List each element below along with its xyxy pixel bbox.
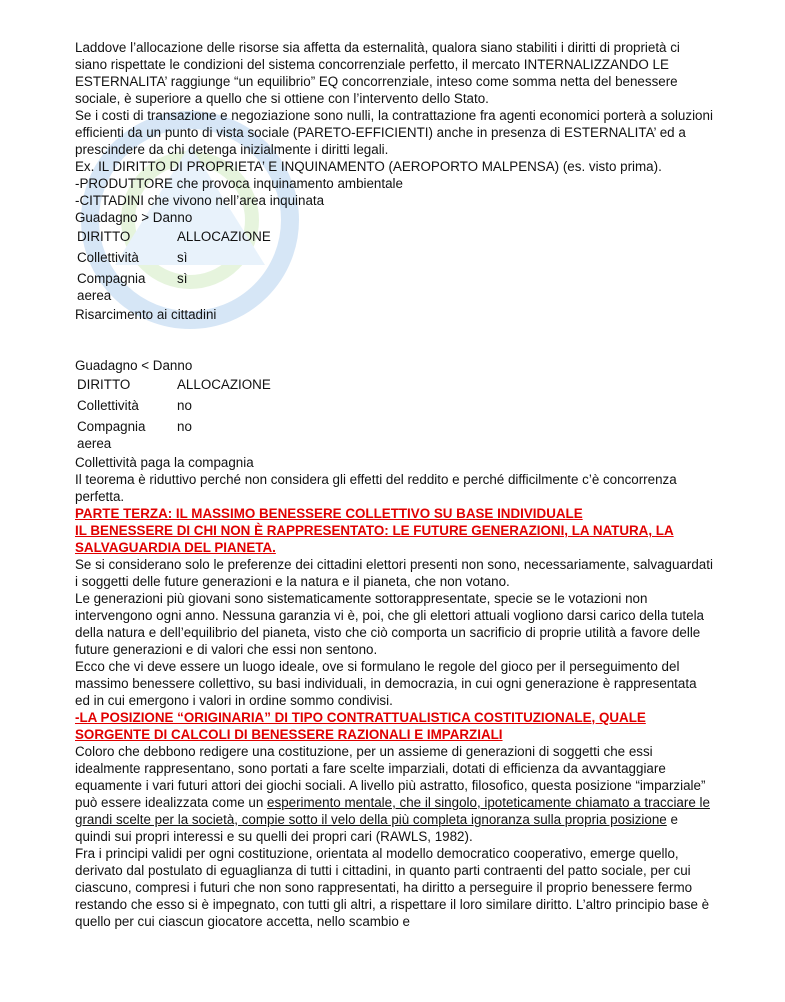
allocation-table-2 (75, 374, 271, 454)
table-header-allocazione: ALLOCAZIONE (177, 229, 271, 244)
paragraph: -CITTADINI che vivono nell’area inquinata (75, 193, 325, 208)
paragraph: -PRODUTTORE che provoca inquinamento ambientale (75, 176, 403, 191)
case1-heading: Guadagno > Danno (75, 210, 193, 225)
paragraph: Il teorema è riduttivo perché non considera gli effetti del reddito e perché difficilmente c’è concorrenza perfetta. (75, 472, 677, 504)
table-cell: Compagnia aerea (77, 419, 146, 451)
section-heading: -LA POSIZIONE “ORIGINARIA” DI TIPO CONTRATTUALISTICA COSTITUZIONALE, QUALE SORGENTE DI CALCOLI DI BENESSERE RAZIONALI E IMPARZIALI (75, 710, 646, 742)
paragraph: Ecco che vi deve essere un luogo ideale, ove si formulano le regole del gioco per il perseguimento del massimo benessere collettivo, su basi individuali, in democrazia, in cui ogni generazione è rappresentata ed in cui emergono i valori in ordine sommo condivisi. (75, 659, 697, 708)
section-heading: IL BENESSERE DI CHI NON È RAPPRESENTATO: LE FUTURE GENERAZIONI, LA NATURA, LA SALVAGUARDIA DEL PIANETA. (75, 523, 674, 555)
table-cell: Compagnia aerea (77, 271, 146, 303)
case2-note: Collettività paga la compagnia (75, 455, 254, 470)
paragraph: Se si considerano solo le preferenze dei cittadini elettori presenti non sono, necessariamente, salvaguardati i soggetti delle future generazioni e la natura e il pianeta, che non votano. (75, 557, 713, 589)
text-span: e quindi sui propri interessi e su quelli dei propri cari (RAWLS, 1982). (75, 812, 678, 844)
underlined-text: esperimento mentale, che il singolo, ipoteticamente chiamato a tracciare le grandi scelte per la società, compie sotto il velo della più completa ignoranza sulla propria posizione (75, 795, 710, 827)
table-header-diritto: DIRITTO (77, 377, 131, 392)
spacer (75, 323, 715, 357)
table-cell: Collettività (77, 250, 139, 265)
table-cell: Collettività (77, 398, 139, 413)
table-cell: no (177, 419, 192, 434)
case1-note: Risarcimento ai cittadini (75, 307, 217, 322)
paragraph: Fra i principi validi per ogni costituzione, orientata al modello democratico cooperativo, emerge quello, derivato dal postulato di eguaglianza di tutti i cittadini, in quanto parti contraenti del patto sociale, per cui ciascuno, compresi i futuri che non sono rappresentati, ha diritto a perseguire il proprio benessere fermo restando che esso si è impegnato, con tutti gli altri, a rispettare il loro similare diritto. L’altro principio base è quello per cui ciascun giocatore accetta, nello scambio e (75, 846, 710, 929)
text-span: Coloro che debbono redigere una costituzione, per un assieme di generazioni di soggetti che essi idealmente rappresentano, sono portati a fare scelte imparziali, dotati di efficienza da avvantaggiare equamente i vari futuri attori dei giochi sociali. A livello più astratto, filosofico, questa posizione “imparziale” può essere idealizzata come un (75, 744, 706, 810)
document-body (75, 39, 715, 930)
allocation-table-1 (75, 226, 271, 306)
paragraph: Ex. IL DIRITTO DI PROPRIETA’ E INQUINAMENTO (AEROPORTO MALPENSA) (es. visto prima). (75, 159, 662, 174)
table-cell: sì (177, 271, 188, 286)
section-heading: PARTE TERZA: IL MASSIMO BENESSERE COLLETTIVO SU BASE INDIVIDUALE (75, 506, 583, 521)
table-cell: sì (177, 250, 188, 265)
table-header-allocazione: ALLOCAZIONE (177, 377, 271, 392)
paragraph: Laddove l’allocazione delle risorse sia affetta da esternalità, qualora siano stabiliti i diritti di proprietà ci siano rispettate le condizioni del sistema concorrenziale perfetto, il mercato INTERNALIZZANDO LE ESTERNALITA’ raggiunge “un equilibrio” EQ concorrenziale, inteso come somma netta del benessere sociale, è superiore a quello che si ottiene con l’intervento dello Stato. (75, 40, 680, 106)
paragraph-rawls (75, 743, 715, 845)
paragraph: Le generazioni più giovani sono sistematicamente sottorappresentate, specie se le votazioni non intervengono ogni anno. Nessuna garanzia vi è, poi, che gli elettori attuali vogliono darsi carico della tutela della natura e dell’equilibrio del pianeta, visto che ciò comporta un sacrificio di proprie utilità a favore delle future generazioni e di valori che essi non sentono. (75, 591, 705, 657)
case2-heading: Guadagno < Danno (75, 358, 193, 373)
table-header-diritto: DIRITTO (77, 229, 131, 244)
table-cell: no (177, 398, 192, 413)
paragraph: Se i costi di transazione e negoziazione sono nulli, la contrattazione fra agenti economici porterà a soluzioni efficienti da un punto di vista sociale (PARETO-EFFICIENTI) anche in presenza di ESTERNALITA’ ed a prescindere da chi detenga inizialmente i diritti legali. (75, 108, 713, 157)
